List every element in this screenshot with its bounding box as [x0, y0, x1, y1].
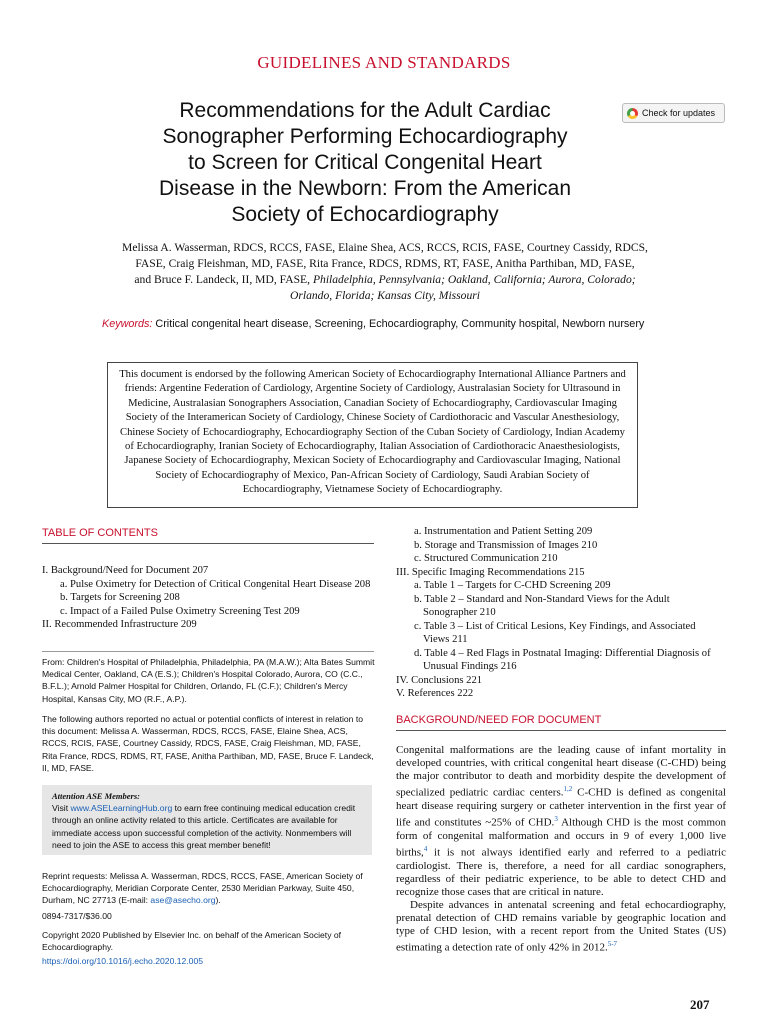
keywords-label: Keywords: — [102, 318, 153, 330]
toc-item[interactable]: I. Background/Need for Document 207 — [42, 565, 209, 576]
title-line: Sonographer Performing Echocardiography — [162, 125, 568, 148]
crossmark-icon — [627, 108, 638, 119]
ase-box-title: Attention ASE Members: — [52, 791, 141, 801]
toc-left-column — [42, 564, 377, 632]
title-line: Recommendations for the Adult Cardiac — [179, 99, 551, 122]
title-line: Disease in the Newborn: From the American — [158, 177, 571, 200]
divider — [396, 730, 726, 731]
citation-link[interactable]: 5-7 — [607, 940, 618, 949]
author-names: and Bruce F. Landeck, II, MD, FASE, — [134, 273, 311, 286]
author-line: FASE, Craig Fleishman, MD, FASE, Rita France, RDCS, RDMS, RT, FASE, Anitha Parthiban, MD, FASE, — [135, 257, 635, 270]
toc-item[interactable]: d. Table 4 – Red Flags in Postnatal Imaging: Differential Diagnosis of — [414, 647, 711, 659]
toc-item-continued[interactable]: Views 211 — [423, 634, 468, 645]
ase-learning-hub-link[interactable]: www.ASELearningHub.org — [70, 803, 173, 814]
text-run: Congenital malformations are the leading cause of infant mortality in developed countries, with critical congenital heart disease (C-CHD) being the major contributor to death and morbidity despite the development of specialized pediatric cardiac centers. — [396, 744, 726, 799]
toc-item-continued[interactable]: Sonographer 210 — [423, 607, 496, 618]
author-list — [95, 240, 675, 304]
ase-box-text — [52, 802, 362, 851]
ase-members-box — [42, 785, 372, 855]
toc-item[interactable]: IV. Conclusions 221 — [396, 674, 483, 686]
toc-item[interactable]: a. Table 1 – Targets for C-CHD Screening 209 — [414, 580, 611, 591]
toc-item[interactable]: b. Targets for Screening 208 — [60, 592, 180, 603]
conflict-of-interest-note: The following authors reported no actual or potential conflicts of interest in relation to this document: Melissa A. Wasserman, RDCS, RCCS, FASE, Elaine Shea, ACS, RCCS, RCIS, FASE, Courtney Cassidy, RDCS, FASE, Craig Fleishman, MD, FASE, Rita France, RDCS, RDMS, RT, FASE, Anitha Parthiban, MD, FASE, Bruce F. Landeck, II, MD, FASE. — [42, 714, 374, 773]
toc-heading: TABLE OF CONTENTS — [42, 527, 158, 539]
ase-box-post: to earn free continuing medical education credit through an online activity related to this article. Certificates are available for immediate access upon successful completion of the activity. Nonmembers will need to join the ASE to access this great member benefit! — [52, 803, 356, 850]
citation-link[interactable]: 4 — [423, 844, 428, 853]
paragraph — [396, 899, 726, 955]
toc-item[interactable]: b. Storage and Transmission of Images 210 — [414, 539, 598, 551]
copyright: Copyright 2020 Published by Elsevier Inc. on behalf of the American Society of Echocardiography. — [42, 930, 342, 953]
page-number: 207 — [690, 997, 710, 1012]
toc-right-column — [396, 525, 726, 701]
check-for-updates-button[interactable] — [622, 103, 725, 123]
reprint-text: Reprint requests: Melissa A. Wasserman, RDCS, RCCS, FASE, American Society of Echocardiography, Meridian Corporate Center, 2530 Meridian Parkway, Suite 450, Durham, NC 27713 (E-mail: — [42, 871, 363, 906]
affiliations-note: From: Children's Hospital of Philadelphia, Philadelphia, PA (M.A.W.); Alta Bates Summit Medical Center, Oakland, CA (E.S.); Children's Hospital Colorado, Aurora, CO (C.C., B.F.L.); Arnold Palmer Hospital for Children, Orlando, FL (C.F.); Children's Mercy Hospital, Kansas City, MO (R.F., A.P.). — [42, 657, 375, 704]
paragraph — [396, 744, 726, 899]
ase-box-pre: Visit — [52, 803, 71, 814]
keywords — [102, 317, 677, 332]
reprint-end: ). — [215, 895, 221, 906]
divider — [42, 543, 374, 544]
toc-item-continued[interactable]: Unusual Findings 216 — [423, 661, 517, 672]
endorsement-box: This document is endorsed by the following American Society of Echocardiography International Alliance Partners and friends: Argentine Federation of Cardiology, Argentine Society of Cardiology, Australasian Society for Ultrasound in Medicine, Australasian Sonographers Association, Canadian Society of Echocardiography, Cardiovascular Imaging Society of the Interamerican Society of Cardiology, Chinese Society of Cardiothoracic and Vascular Anesthesiology, Chinese Society of Echocardiography, Echocardiography Section of the Cuban Society of Cardiology, Indian Academy of Echocardiography, Iranian Society of Echocardiography, Italian Association of Cardiothoracic Anaesthesiologists, Japanese Society of Echocardiography, Mexican Society of Echocardiography and Cardiovascular Imaging, National Society of Echocardiography of Mexico, Pan-African Society of Cardiology, Saudi Arabian Society of Echocardiography, Vietnamese Society of Echocardiography. — [107, 362, 638, 508]
toc-item[interactable]: c. Structured Communication 210 — [414, 553, 558, 564]
toc-item[interactable]: a. Instrumentation and Patient Setting 209 — [414, 526, 593, 537]
doi-link[interactable]: https://doi.org/10.1016/j.echo.2020.12.005 — [42, 956, 204, 966]
toc-item[interactable]: b. Table 2 – Standard and Non-Standard Views for the Adult — [414, 593, 670, 605]
check-for-updates-label: Check for updates — [642, 108, 716, 118]
toc-item[interactable]: c. Impact of a Failed Pulse Oximetry Screening Test 209 — [60, 605, 300, 617]
text-run: Although CHD is the most common form of congenital malformation and occurs in 9 of every 1,000 live births, — [396, 816, 727, 859]
email-link[interactable]: ase@asecho.org — [150, 895, 216, 906]
section-tag: GUIDELINES AND STANDARDS — [257, 53, 511, 72]
article-title — [110, 98, 620, 228]
author-locations: Orlando, Florida; Kansas City, Missouri — [289, 289, 481, 302]
author-line: Melissa A. Wasserman, RDCS, RCCS, FASE, Elaine Shea, ACS, RCCS, RCIS, FASE, Courtney Cassidy, RDCS, — [122, 241, 648, 254]
text-run: C-CHD is defined as congenital heart disease requiring surgery or catheter intervention in the first year of life and constitutes ~25% of CHD. — [396, 786, 726, 829]
author-locations: Philadelphia, Pennsylvania; Oakland, California; Aurora, Colorado; — [312, 273, 636, 286]
toc-item[interactable]: II. Recommended Infrastructure 209 — [42, 619, 197, 630]
citation-link[interactable]: 3 — [554, 815, 558, 824]
title-line: to Screen for Critical Congenital Heart — [188, 151, 542, 174]
toc-item[interactable]: III. Specific Imaging Recommendations 215 — [396, 566, 585, 578]
issn: 0894-7317/$36.00 — [42, 911, 112, 921]
background-heading: BACKGROUND/NEED FOR DOCUMENT — [396, 714, 602, 726]
reprint-requests — [42, 870, 376, 907]
keywords-text: Critical congenital heart disease, Screening, Echocardiography, Community hospital, Newborn nursery — [155, 318, 645, 330]
toc-item[interactable]: c. Table 3 – List of Critical Lesions, Key Findings, and Associated — [414, 620, 696, 632]
toc-item[interactable]: a. Pulse Oximetry for Detection of Critical Congenital Heart Disease 208 — [60, 578, 371, 590]
citation-link[interactable]: 1,2 — [563, 785, 573, 794]
title-line: Society of Echocardiography — [231, 203, 499, 226]
background-body — [396, 744, 726, 955]
toc-item[interactable]: V. References 222 — [396, 688, 474, 699]
author-line — [95, 272, 675, 288]
divider — [42, 651, 374, 652]
text-run: Despite advances in antenatal screening and fetal echocardiography, prenatal detection of CHD remains variable by geographic location and type of CHD lesion, with a recent report from the United States (US) estimating a detection rate of only 42% in 2012. — [396, 899, 726, 954]
text-run: it is not always identified early and referred to a pediatric cardiologist. There is, therefore, a need for all cardiac sonographers, regardless of their pediatric experience, to be able to detect CHD and recognize those cases that are critical in nature. — [396, 846, 726, 898]
